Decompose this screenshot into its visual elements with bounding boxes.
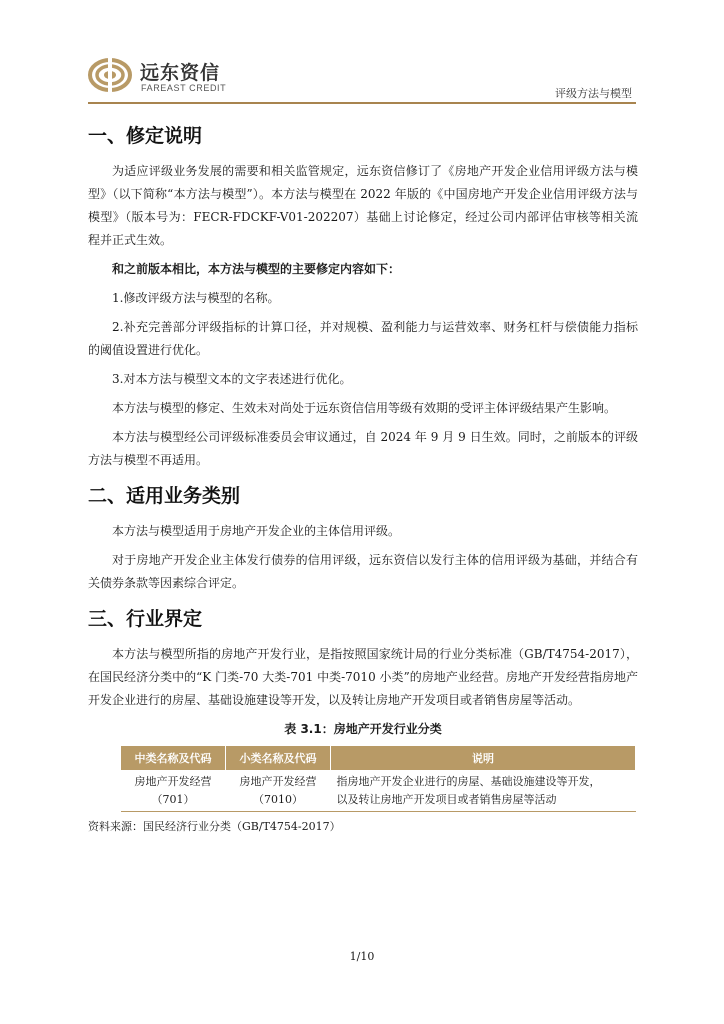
page-header	[88, 52, 636, 102]
brand-name-cn: 远东资信	[140, 62, 221, 84]
industry-classification-table	[120, 745, 636, 812]
mid-class-code: （701）	[151, 793, 195, 806]
table-cell	[331, 771, 636, 812]
fareast-logo-icon	[88, 56, 132, 94]
document-title: 评级方法与模型	[555, 87, 632, 100]
paragraph: 3.对本方法与模型文本的文字表述进行优化。	[112, 372, 352, 386]
description-line: 指房地产开发企业进行的房屋、基础设施建设等开发，	[336, 775, 601, 788]
table-header-cell: 说明	[331, 746, 636, 771]
paragraph: 本方法与模型经公司评级标准委员会审议通过，自 2024 年 9 月 9 日生效。同时，之前版本的评级方法与模型不再适用。	[88, 430, 638, 467]
paragraph: 本方法与模型所指的房地产开发行业，是指按照国家统计局的行业分类标准（GB/T4754-2017），在国民经济分类中的“K 门类-70 大类-701 中类-7010 小类”的房地产业经营。房地产开发经营指房地产开发企业进行的房屋、基础设施建设等开发，以及转让房地产开发项目或者销售房屋等活动。	[88, 647, 638, 707]
table-cell	[226, 771, 331, 812]
paragraph: 为适应评级业务发展的需要和相关监管规定，远东资信修订了《房地产开发企业信用评级方法与模型》（以下简称“本方法与模型”）。本方法与模型在 2022 年版的《中国房地产开发企业信用评级方法与模型》（版本号为：FECR-FDCKF-V01-202207）基础上讨论修定，经过公司内部评估审核等相关流程并正式生效。	[88, 164, 638, 247]
section-title-scope: 二、适用业务类别	[88, 485, 241, 507]
header-divider	[88, 102, 636, 104]
description-line: 以及转让房地产开发项目或者销售房屋等活动	[336, 793, 557, 806]
table-caption: 表 3.1：房地产开发行业分类	[284, 722, 442, 736]
table-header-cell: 中类名称及代码	[121, 746, 226, 771]
paragraph-bold: 和之前版本相比，本方法与模型的主要修定内容如下：	[112, 262, 401, 276]
document-body	[88, 118, 638, 834]
table-cell	[121, 771, 226, 812]
small-class-code: （7010）	[253, 793, 303, 806]
page-number: 1/10	[349, 950, 375, 963]
table-row	[121, 771, 636, 812]
paragraph: 2.补充完善部分评级指标的计算口径，并对规模、盈利能力与运营效率、财务杠杆与偿债能力指标的阈值设置进行优化。	[88, 320, 638, 357]
small-class-name: 房地产开发经营	[239, 775, 317, 788]
paragraph: 对于房地产开发企业主体发行债券的信用评级，远东资信以发行主体的信用评级为基础，并结合有关债券条款等因素综合评定。	[88, 553, 638, 590]
brand-name-en: FAREAST CREDIT	[141, 83, 227, 93]
table-header-row	[121, 746, 636, 771]
table-header-cell: 小类名称及代码	[226, 746, 331, 771]
paragraph: 本方法与模型的修定、生效未对尚处于远东资信信用等级有效期的受评主体评级结果产生影响。	[112, 401, 617, 415]
paragraph: 1.修改评级方法与模型的名称。	[112, 291, 280, 305]
table-source-note: 资料来源：国民经济行业分类（GB/T4754-2017）	[88, 820, 341, 833]
section-title-revision: 一、修定说明	[88, 125, 203, 147]
section-title-industry: 三、行业界定	[88, 608, 203, 630]
mid-class-name: 房地产开发经营	[134, 775, 212, 788]
paragraph: 本方法与模型适用于房地产开发企业的主体信用评级。	[112, 524, 401, 538]
